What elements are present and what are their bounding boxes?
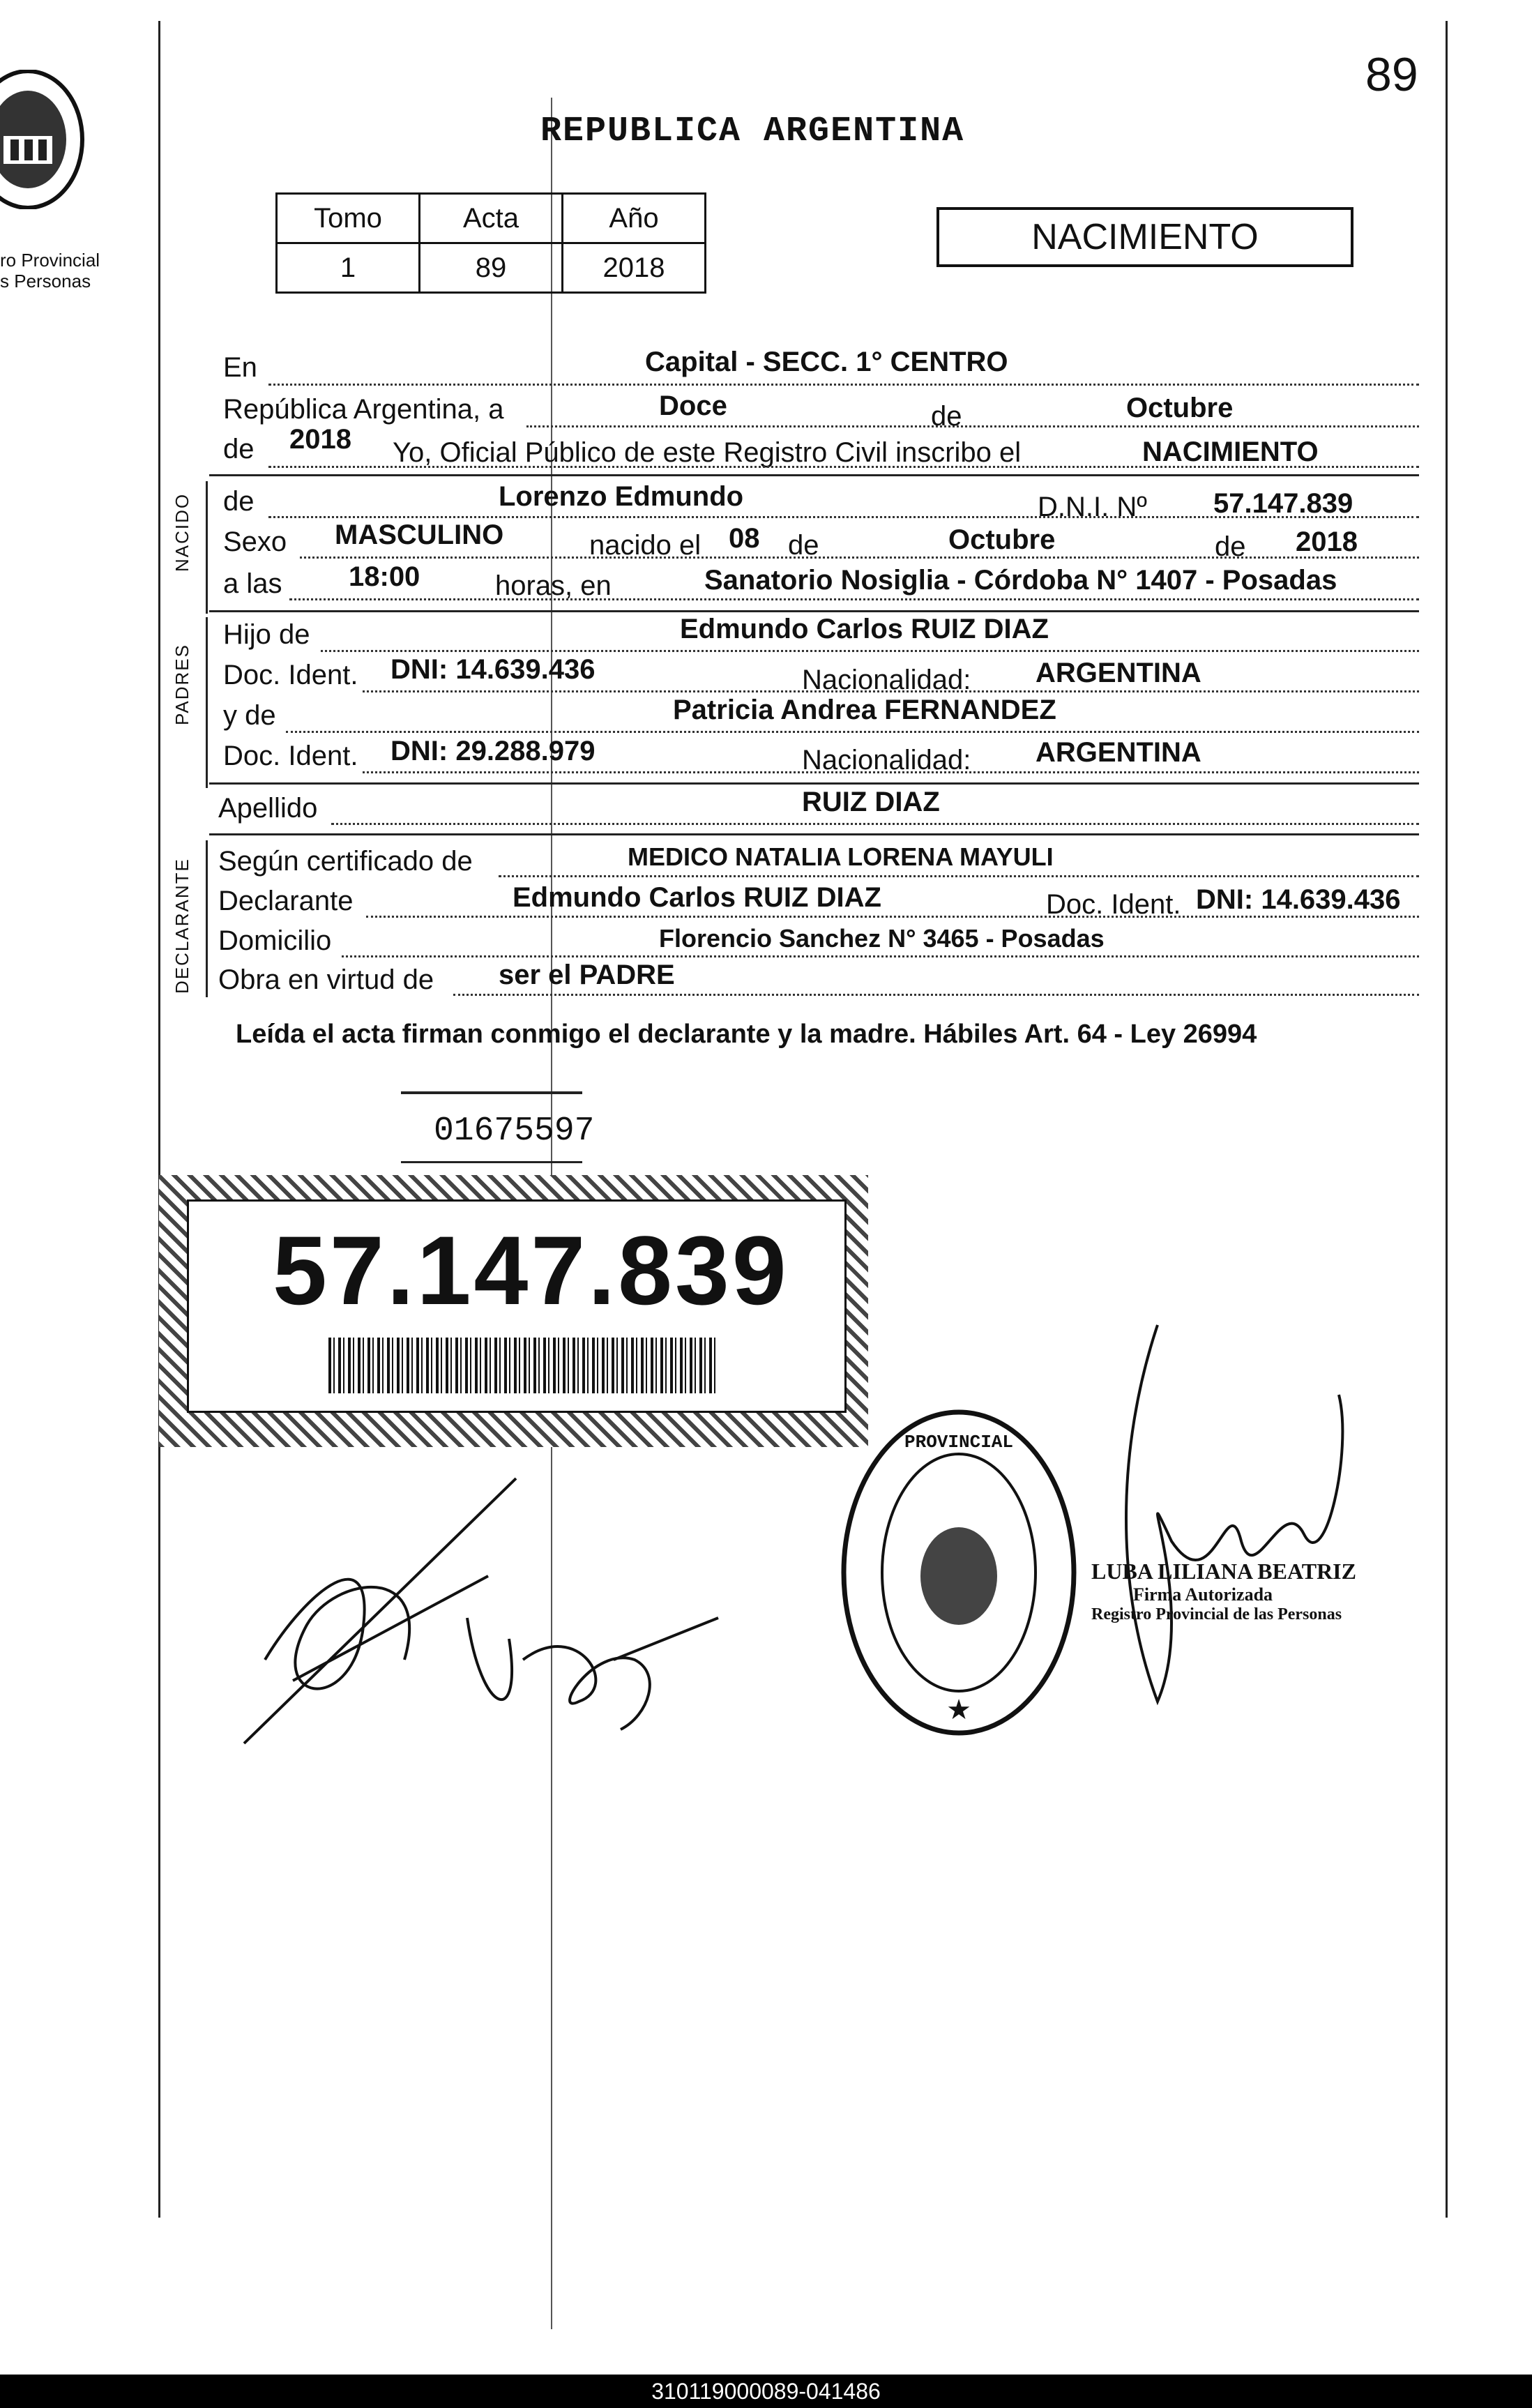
label-dni: D.N.I. Nº [1038, 492, 1147, 522]
section-bracket [206, 481, 208, 614]
table-header-tomo: Tomo [277, 194, 420, 243]
label-nacido: nacido el [589, 530, 701, 561]
dots [526, 425, 1419, 427]
section-divider [209, 474, 1419, 476]
record-type-box [936, 207, 1353, 267]
svg-text:PROVINCIAL: PROVINCIAL [904, 1432, 1014, 1453]
svg-text:★: ★ [946, 1695, 971, 1725]
signature-declarant [439, 1576, 732, 1750]
label-hijo: Hijo de [223, 619, 310, 650]
label-segun: Según certificado de [218, 846, 473, 877]
label-yo: Yo, Oficial Público de este Registro Civil inscribo el [393, 437, 1022, 468]
left-margin-line [158, 21, 160, 2218]
value-padre: Edmundo Carlos RUIZ DIAZ [680, 614, 1049, 644]
id-badge-number: 57.147.839 [273, 1216, 789, 1325]
label-doc1: Doc. Ident. [223, 660, 358, 690]
serial-strike [401, 1091, 582, 1094]
label-a-las: a las [223, 568, 282, 599]
page-number: 89 [1365, 48, 1418, 101]
table-value-anio: 2018 [563, 243, 706, 293]
label-en: En [223, 352, 257, 383]
value-padre-nac: ARGENTINA [1036, 658, 1201, 688]
section-nacido: NACIDO [172, 492, 192, 572]
value-madre: Patricia Andrea FERNANDEZ [673, 695, 1056, 725]
office-label-line1: ro Provincial [0, 250, 100, 271]
value-padre-doc: DNI: 14.639.436 [390, 654, 596, 685]
dots [300, 556, 1419, 559]
value-apellido: RUIZ DIAZ [802, 787, 940, 817]
dots [289, 598, 1419, 600]
signer-office: Registro Provincial de las Personas [1091, 1605, 1342, 1623]
section-divider [209, 833, 1419, 835]
signature-officer [1074, 1311, 1367, 1729]
dots [286, 731, 1419, 733]
right-margin-line [1446, 21, 1448, 2218]
value-domicilio: Florencio Sanchez N° 3465 - Posadas [659, 924, 1105, 953]
closing-text: Leída el acta firman conmigo el declarante y la madre. Hábiles Art. 64 - Ley 26994 [236, 1020, 1257, 1049]
footer-code: 310119000089-041486 [651, 2379, 881, 2404]
dots [321, 650, 1419, 652]
dots [499, 875, 1419, 877]
label-doc3: Doc. Ident. [1046, 889, 1181, 920]
signer-name: LUBA LILIANA BEATRIZ [1091, 1559, 1356, 1584]
dots [453, 994, 1419, 996]
section-divider [209, 610, 1419, 612]
label-nac1: Nacionalidad: [802, 665, 971, 695]
page-title: REPUBLICA ARGENTINA [540, 112, 965, 151]
label-nac2: Nacionalidad: [802, 745, 971, 775]
section-bracket [206, 617, 208, 788]
serial-underline [401, 1161, 582, 1163]
id-badge-inner [187, 1199, 847, 1413]
serial-number: 01675597 [434, 1112, 595, 1150]
value-dia-nac: 08 [729, 523, 760, 554]
value-certificado: MEDICO NATALIA LORENA MAYULI [628, 842, 1054, 871]
book-table [275, 192, 706, 294]
value-dia-letras: Doce [659, 391, 727, 421]
provincial-seal-icon [0, 70, 94, 209]
office-label-line2: s Personas [0, 271, 91, 291]
table-value-acta: 89 [420, 243, 563, 293]
value-hecho: NACIMIENTO [1142, 437, 1319, 467]
dots [268, 384, 1419, 386]
label-republica: República Argentina, a [223, 394, 504, 425]
value-anio-nac: 2018 [1296, 527, 1358, 557]
dots [366, 916, 1419, 918]
value-sexo: MASCULINO [335, 520, 504, 550]
label-doc2: Doc. Ident. [223, 741, 358, 771]
label-de2: de [788, 530, 819, 561]
table-value-tomo: 1 [277, 243, 420, 293]
value-declarante-doc: DNI: 14.639.436 [1196, 884, 1401, 915]
footer-bar [0, 2375, 1532, 2408]
section-declarante: DECLARANTE [172, 858, 192, 994]
value-madre-nac: ARGENTINA [1036, 737, 1201, 768]
official-stamp-icon [837, 1405, 1081, 1740]
label-de-year: de [223, 434, 255, 464]
barcode-icon [328, 1338, 719, 1393]
value-lugar: Capital - SECC. 1° CENTRO [645, 347, 1008, 377]
value-mes: Octubre [1126, 393, 1234, 423]
value-hora: 18:00 [349, 561, 420, 592]
office-label [0, 250, 100, 291]
label-de-name: de [223, 486, 255, 517]
value-nombre: Lorenzo Edmundo [499, 481, 744, 512]
value-declarante: Edmundo Carlos RUIZ DIAZ [513, 882, 881, 913]
section-bracket [206, 840, 208, 997]
table-header-acta: Acta [420, 194, 563, 243]
label-de-month: de [931, 401, 962, 432]
value-obra: ser el PADRE [499, 960, 675, 990]
label-yde: y de [223, 700, 276, 731]
value-madre-doc: DNI: 29.288.979 [390, 736, 596, 766]
label-domicilio: Domicilio [218, 925, 332, 956]
label-de3: de [1215, 531, 1246, 562]
section-divider [209, 782, 1419, 785]
id-badge [159, 1175, 868, 1447]
dots [342, 955, 1419, 957]
value-dni: 57.147.839 [1213, 488, 1353, 519]
value-mes-nac: Octubre [948, 524, 1056, 555]
label-apellido: Apellido [218, 793, 318, 824]
section-padres: PADRES [172, 644, 192, 725]
value-lugar-nac: Sanatorio Nosiglia - Córdoba N° 1407 - Posadas [704, 565, 1337, 596]
label-sexo: Sexo [223, 527, 287, 557]
label-declarante: Declarante [218, 886, 354, 916]
dots [331, 823, 1419, 825]
label-obra: Obra en virtud de [218, 964, 434, 995]
table-header-anio: Año [563, 194, 706, 243]
record-type: NACIMIENTO [1031, 217, 1259, 257]
label-horas: horas, en [495, 570, 612, 601]
value-anio: 2018 [289, 424, 351, 455]
signer-role: Firma Autorizada [1133, 1584, 1273, 1605]
signer-block [1091, 1559, 1356, 1624]
